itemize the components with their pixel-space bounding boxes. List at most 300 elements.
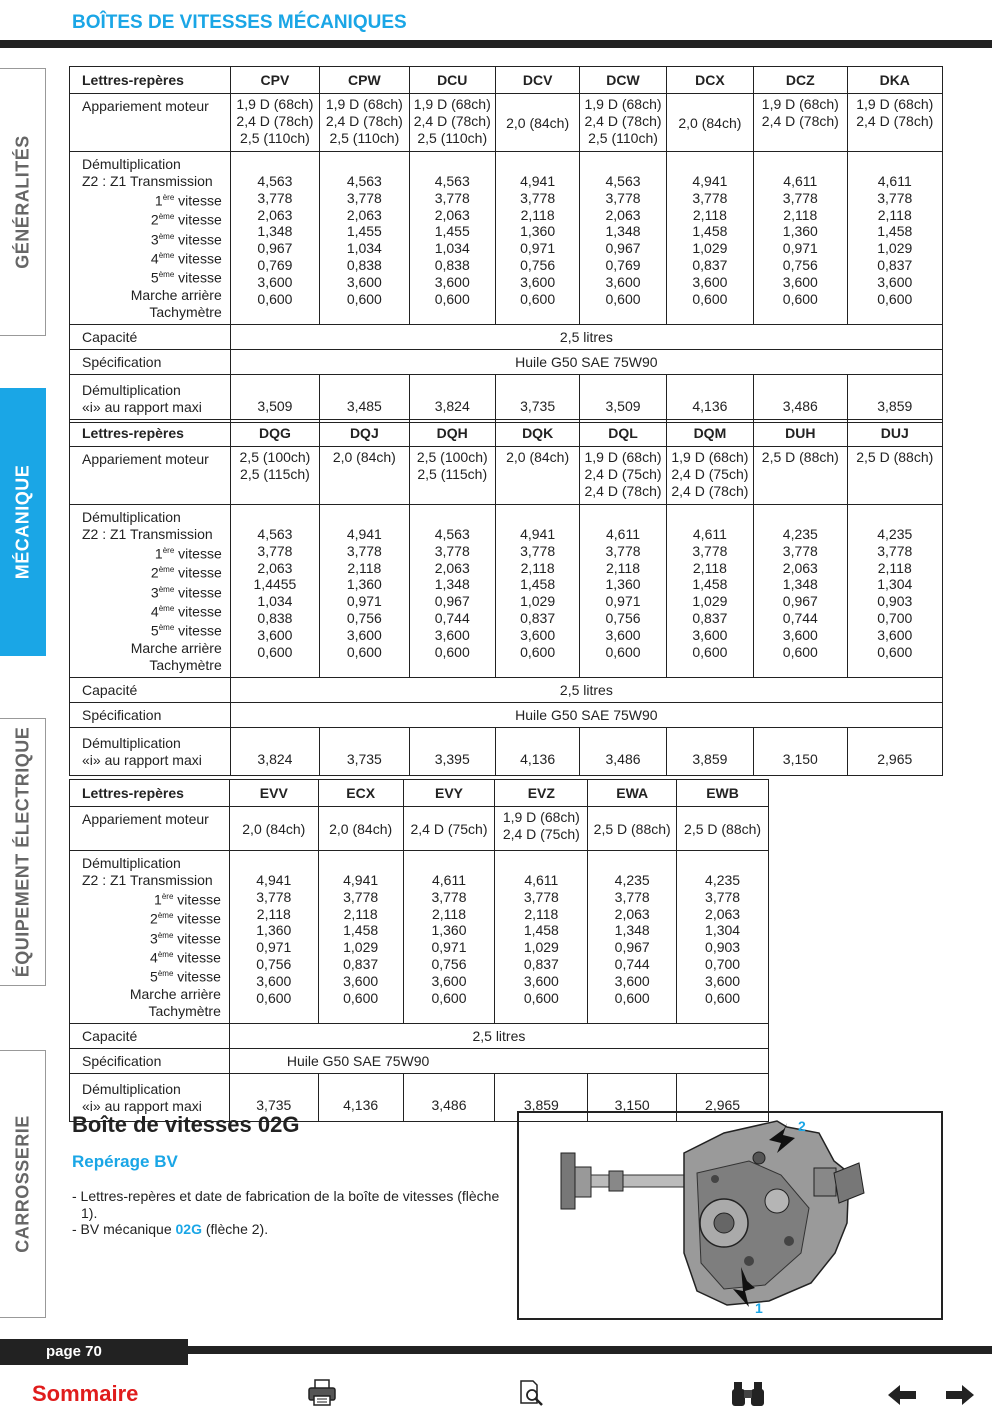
ratio-cell (495, 505, 579, 678)
engine-row-label (70, 94, 231, 152)
ratio-value: 3,600 (523, 972, 559, 989)
ratio-cell (666, 505, 753, 678)
side-tab-label: CARROSSERIE (12, 1115, 32, 1253)
gear-sup: ère (162, 192, 175, 202)
engine-cell (230, 94, 319, 152)
ratio-value: 3,778 (520, 542, 556, 559)
ratio-value: 0,600 (523, 989, 559, 1006)
ratio-value: 1,455 (434, 223, 470, 240)
engine-line: 1,9 D (68ch) (413, 96, 491, 112)
gearbox-code-cell: ECX (318, 780, 403, 807)
ratio-value: 1,458 (692, 576, 728, 593)
engine-line: 2,5 (115ch) (417, 465, 488, 482)
engine-line: 2,0 (84ch) (332, 449, 396, 465)
gear-label (82, 947, 221, 966)
side-tab-label: GÉNÉRALITÉS (12, 135, 32, 269)
engine-line: 2,5 (100ch) (239, 449, 311, 465)
gearbox-code-cell: DQJ (320, 420, 409, 447)
ratio-value: 3,600 (782, 273, 818, 290)
ratio-value: 3,778 (705, 888, 741, 905)
engine-line: 1,9 D (68ch) (236, 96, 314, 112)
ratio-cell (409, 152, 495, 325)
max-ratio-value: 3,735 (495, 375, 579, 423)
gear-label (82, 986, 221, 1003)
ratio-cell (318, 851, 403, 1024)
gear-text: vitesse (174, 270, 222, 287)
capacity-label: Capacité (70, 325, 231, 350)
ratio-value: 2,118 (783, 206, 818, 223)
label-text: «i» au rapport maxi (82, 398, 202, 415)
ratio-value: 3,600 (434, 273, 470, 290)
engine-cell (754, 94, 847, 152)
side-tab-carrosserie[interactable] (0, 1050, 46, 1318)
capacity-value: 2,5 litres (230, 678, 942, 703)
ratio-value: 3,600 (692, 626, 728, 643)
max-ratio-value: 3,859 (847, 375, 942, 423)
gear-num: 3 (150, 584, 159, 601)
ratio-value: 0,744 (782, 609, 818, 626)
ratio-value: 0,600 (520, 643, 556, 660)
engine-line: 2,4 D (75ch) (584, 465, 662, 482)
ratio-value: 3,600 (520, 273, 556, 290)
ratio-value: 3,600 (257, 626, 293, 643)
ratio-value: 3,600 (782, 626, 818, 643)
ratio-cell (580, 505, 666, 678)
ratio-value: 1,360 (431, 922, 467, 939)
gear-sup: ère (161, 891, 174, 901)
ratio-value: 0,756 (256, 955, 292, 972)
ratio-value: 0,756 (431, 955, 467, 972)
engine-line: 2,4 D (78ch) (325, 112, 403, 129)
ratio-label-block (70, 152, 230, 324)
engine-line: 1,9 D (68ch) (856, 96, 934, 112)
ratio-value: 3,778 (343, 888, 379, 905)
gear-num: Tachymètre (148, 1002, 221, 1019)
specification-label: Spécification (70, 703, 231, 728)
ratio-value: 1,029 (692, 593, 728, 610)
ratio-cell (229, 851, 318, 1024)
gearbox-code-cell: DQM (666, 420, 753, 447)
label-text: Appariement moteur (82, 811, 209, 827)
label-text: Démultiplication (82, 1080, 181, 1097)
engine-cell (677, 807, 769, 851)
engine-cell (847, 447, 942, 505)
max-ratio-value: 4,136 (666, 375, 753, 423)
engine-line: 2,4 D (78ch) (584, 112, 662, 129)
ratio-value: 1,458 (520, 576, 556, 593)
ratio-cell (588, 851, 677, 1024)
max-ratio-value: 2,965 (677, 1074, 769, 1122)
ratio-value: 3,778 (346, 542, 382, 559)
ratio-value: 0,756 (520, 256, 556, 273)
gear-text: vitesse (174, 623, 222, 640)
ratio-value: 2,118 (347, 559, 382, 576)
ratio-value: 4,611 (783, 173, 818, 189)
gearbox-code-cell: DQK (495, 420, 579, 447)
gear-sup: ème (158, 565, 175, 575)
ratio-value: 0,967 (257, 240, 293, 257)
gear-num: 2 (150, 564, 159, 581)
specification-value: Huile G50 SAE 75W90 (230, 350, 942, 375)
gear-text: vitesse (173, 949, 221, 966)
ratio-cell (495, 152, 579, 325)
label-text: Appariement moteur (82, 451, 209, 467)
max-ratio-value: 3,150 (754, 728, 847, 776)
engine-line: 2,4 D (75ch) (410, 821, 488, 838)
gear-label (82, 248, 222, 267)
ratio-value: 0,838 (434, 256, 470, 273)
ratio-value: 0,967 (782, 593, 818, 610)
capacity-row (70, 678, 943, 703)
ratio-value: 1,455 (346, 223, 382, 240)
ratio-row-label (70, 152, 231, 325)
engine-line: 2,4 D (78ch) (413, 112, 491, 129)
max-ratio-value: 3,395 (409, 728, 495, 776)
engine-cell (320, 447, 409, 505)
gear-num: 3 (150, 231, 159, 248)
engine-line: 2,0 (84ch) (506, 115, 570, 132)
ratio-value: 3,600 (343, 972, 379, 989)
engine-line: 2,5 D (88ch) (856, 449, 934, 465)
ratio-value: 1,304 (705, 922, 741, 939)
gear-num: 2 (150, 211, 159, 228)
engine-line: 2,4 D (78ch) (856, 112, 934, 129)
header-label: Lettres-repères (70, 420, 231, 447)
header-row (70, 420, 943, 447)
header-label: Lettres-repères (70, 780, 230, 807)
max-ratio-value: 3,859 (495, 1074, 588, 1122)
ratio-value: 0,967 (434, 593, 470, 610)
ratio-value: 1,458 (692, 223, 728, 240)
gearbox-code-cell: EWB (677, 780, 769, 807)
ratio-value: 1,029 (523, 939, 559, 956)
binoculars-icon[interactable] (730, 1378, 766, 1408)
ratio-value: 3,600 (346, 626, 382, 643)
callout-2: 2 (798, 1118, 806, 1134)
ratio-value: 2,063 (257, 206, 293, 223)
gearbox-code-cell: EVV (229, 780, 318, 807)
ratio-value: 2,118 (520, 206, 555, 223)
bullet-text: - BV mécanique (72, 1221, 176, 1237)
ratio-value: 4,941 (692, 173, 728, 189)
ratio-value: 1,034 (346, 240, 382, 257)
capacity-value: 2,5 litres (229, 1024, 768, 1049)
ratio-value: 0,600 (346, 643, 382, 660)
ratio-value: 1,458 (343, 922, 379, 939)
ratio-row (70, 152, 943, 325)
max-ratio-value: 3,150 (588, 1074, 677, 1122)
ratio-value: 0,837 (877, 256, 913, 273)
header-bar (0, 40, 992, 48)
engine-cell (495, 447, 579, 505)
ratio-value: 3,600 (257, 273, 293, 290)
ratio-value: 2,063 (782, 559, 818, 576)
ratio-value: 0,971 (256, 939, 292, 956)
ratio-value: 2,118 (520, 559, 555, 576)
side-tab-label: ÉQUIPEMENT ÉLECTRIQUE (12, 726, 32, 978)
ratio-value: 3,778 (346, 189, 382, 206)
ratio-value: 1,348 (257, 223, 293, 240)
ratio-value: 4,941 (520, 526, 556, 542)
gearbox-illustration (519, 1113, 941, 1318)
ratio-value: 4,611 (692, 526, 727, 542)
engine-row (70, 94, 943, 152)
gear-text: vitesse (173, 969, 221, 986)
gearbox-code-cell: DQL (580, 420, 666, 447)
gearbox-code-cell: DKA (847, 67, 942, 94)
gear-label (82, 966, 221, 985)
ratio-cell (230, 505, 319, 678)
ratio-value: 3,600 (614, 972, 650, 989)
gear-num: Tachymètre (149, 656, 222, 673)
ratio-value: 0,700 (877, 609, 913, 626)
ratio-value: 4,563 (434, 173, 470, 189)
ratio-value: 4,235 (705, 872, 741, 888)
max-ratio-value: 3,486 (580, 728, 666, 776)
ratio-value: 1,360 (782, 223, 818, 240)
ratio-value: 3,600 (434, 626, 470, 643)
label-text: Démultiplication (82, 156, 181, 172)
engine-cell (847, 94, 942, 152)
engine-cell (754, 447, 847, 505)
max-ratio-label (70, 728, 231, 776)
ratio-value: 0,600 (782, 290, 818, 307)
gear-num: 4 (150, 250, 159, 267)
gear-text: vitesse (174, 250, 222, 267)
ratio-value: 3,778 (782, 189, 818, 206)
engine-line: 2,4 D (75ch) (671, 465, 749, 482)
ratio-value: 0,838 (346, 256, 382, 273)
gear-text: vitesse (174, 231, 222, 248)
gearbox-photo (517, 1111, 943, 1320)
side-tab-generalites[interactable] (0, 68, 46, 336)
engine-cell (666, 447, 753, 505)
engine-line: 2,4 D (78ch) (761, 112, 839, 129)
specification-label: Spécification (70, 1049, 230, 1074)
ratio-cell (320, 505, 409, 678)
gear-sup: ème (158, 270, 175, 280)
specification-row (70, 1049, 769, 1074)
engine-cell (409, 94, 495, 152)
gear-sup: ème (158, 250, 175, 260)
ratio-value: 3,600 (877, 626, 913, 643)
max-ratio-value: 3,735 (229, 1074, 318, 1122)
capacity-value: 2,5 litres (230, 325, 942, 350)
ratio-row (70, 851, 769, 1024)
gear-text: vitesse (174, 564, 222, 581)
gear-label (82, 601, 222, 620)
ratio-value: 2,063 (346, 206, 382, 223)
ratio-value: 3,778 (257, 542, 293, 559)
gearbox-code: 02G (175, 1221, 202, 1237)
ratio-cell (754, 505, 847, 678)
ratio-cell (677, 851, 769, 1024)
ratio-value: 0,769 (257, 256, 293, 273)
engine-line: 2,5 D (88ch) (761, 449, 839, 465)
ratio-value: 2,118 (877, 206, 912, 223)
engine-line: 1,9 D (68ch) (671, 449, 749, 465)
ratio-cell (847, 152, 942, 325)
label-text: «i» au rapport maxi (82, 1097, 202, 1114)
gearbox-code-cell: CPV (230, 67, 319, 94)
ratio-value: 0,600 (605, 643, 641, 660)
engine-line: 2,5 (115ch) (240, 465, 310, 482)
side-tab-equipement-electrique[interactable] (0, 718, 46, 986)
ratio-value: 0,600 (877, 290, 913, 307)
ratio-value: 2,118 (606, 559, 640, 576)
gear-text: vitesse (174, 211, 222, 228)
engine-cell (666, 94, 753, 152)
ratio-value: 0,600 (782, 643, 818, 660)
ratio-cell (754, 152, 847, 325)
ratio-value: 2,118 (692, 206, 727, 223)
engine-cell (580, 447, 666, 505)
gear-label (82, 928, 221, 947)
page-number: page 70 (0, 1339, 188, 1365)
engine-cell (409, 447, 495, 505)
engine-row-label (70, 807, 230, 851)
ratio-row-label (70, 505, 231, 678)
side-tab-mecanique[interactable] (0, 388, 46, 656)
ratio-value: 2,063 (434, 206, 470, 223)
engine-cell (318, 807, 403, 851)
ratio-value: 1,348 (782, 576, 818, 593)
ratio-value: 1,029 (520, 593, 556, 610)
ratio-value: 1,458 (523, 922, 559, 939)
engine-cell (495, 807, 588, 851)
printer-icon[interactable] (306, 1378, 338, 1408)
gear-sup: ème (158, 231, 175, 241)
engine-line: 2,5 D (88ch) (684, 821, 762, 838)
gear-num: Marche arrière (130, 286, 222, 303)
max-ratio-value: 3,824 (409, 375, 495, 423)
section-title: Boîte de vitesses 02G (72, 1112, 300, 1137)
engine-line: 2,0 (84ch) (329, 821, 393, 838)
ratio-value: 3,778 (605, 542, 641, 559)
gearbox-code-cell: DCV (495, 67, 579, 94)
ratio-value: 4,563 (257, 173, 293, 189)
gear-num: 1 (154, 891, 162, 908)
max-ratio-row (70, 375, 943, 423)
engine-line: 1,9 D (68ch) (325, 96, 403, 112)
gear-sup: ème (157, 969, 174, 979)
ratio-value: 3,600 (692, 273, 728, 290)
ratio-value: 0,837 (520, 609, 556, 626)
engine-line: 1,9 D (68ch) (584, 449, 662, 465)
ratio-value: 3,778 (257, 189, 293, 206)
ratio-value: 0,600 (692, 643, 728, 660)
label-text: Démultiplication (82, 855, 181, 871)
ratio-value: 2,118 (343, 905, 378, 922)
max-ratio-value: 3,486 (754, 375, 847, 423)
arrow-right-icon[interactable] (944, 1383, 976, 1407)
ratio-value: 0,600 (520, 290, 556, 307)
ratio-value: 0,600 (434, 643, 470, 660)
ratio-cell (320, 152, 409, 325)
ratio-value: 4,235 (877, 526, 913, 542)
ratio-cell (666, 152, 753, 325)
engine-line: 2,5 (110ch) (329, 129, 400, 146)
engine-line: 2,4 D (78ch) (584, 482, 662, 499)
ratio-row (70, 505, 943, 678)
ratio-value: 0,600 (257, 643, 293, 660)
engine-line: 2,5 (110ch) (240, 129, 310, 146)
ratio-value: 0,837 (692, 256, 728, 273)
engine-line: 2,5 (100ch) (416, 449, 488, 465)
ratio-value: 0,744 (614, 955, 650, 972)
gear-label (82, 287, 222, 304)
ratio-value: 0,600 (256, 989, 292, 1006)
ratio-value: 0,837 (343, 955, 379, 972)
ratio-value: 4,611 (606, 526, 640, 542)
page-title: BOÎTES DE VITESSES MÉCANIQUES (72, 12, 407, 33)
ratio-cell (495, 851, 588, 1024)
ratio-cell (847, 505, 942, 678)
engine-cell (580, 94, 666, 152)
gear-text: vitesse (173, 891, 221, 908)
specification-value: Huile G50 SAE 75W90 (229, 1049, 768, 1074)
ratio-value: 3,778 (434, 542, 470, 559)
engine-cell (229, 807, 318, 851)
sommaire-link[interactable]: Sommaire (32, 1381, 139, 1406)
gear-num: Tachymètre (149, 303, 222, 320)
gearbox-code-cell: DCZ (754, 67, 847, 94)
engine-row-label (70, 447, 231, 505)
bullet-item: - Lettres-repères et date de fabrication de la boîte de vitesses (flèche 1). (72, 1188, 500, 1221)
label-text: Démultiplication (82, 509, 181, 525)
gear-label (82, 209, 222, 228)
max-ratio-value: 3,859 (666, 728, 753, 776)
max-ratio-value: 3,509 (230, 375, 319, 423)
ratio-value: 4,941 (256, 872, 292, 888)
ratio-value: 2,118 (256, 905, 291, 922)
ratio-value: 2,063 (705, 905, 741, 922)
ratio-value: 1,304 (877, 576, 913, 593)
gearbox-code-cell: EVZ (495, 780, 588, 807)
label-text: Démultiplication (82, 734, 181, 751)
max-ratio-label (70, 375, 231, 423)
ratio-value: 0,903 (877, 593, 913, 610)
specification-row (70, 703, 943, 728)
engine-row (70, 807, 769, 851)
ratio-cell (409, 505, 495, 678)
ratio-value: 3,600 (256, 972, 292, 989)
gear-num: Marche arrière (130, 639, 222, 656)
engine-line: 2,0 (84ch) (242, 821, 306, 838)
gear-text: vitesse (174, 584, 222, 601)
gear-label (82, 908, 221, 927)
gearbox-code-cell: EWA (588, 780, 677, 807)
engine-cell (320, 94, 409, 152)
max-ratio-value: 3,486 (403, 1074, 495, 1122)
ratio-value: 3,778 (692, 189, 728, 206)
ratio-value: 2,063 (434, 559, 470, 576)
ratio-value: 3,778 (605, 189, 641, 206)
engine-cell (588, 807, 677, 851)
search-document-icon[interactable] (518, 1378, 546, 1408)
ratio-value: 3,600 (705, 972, 741, 989)
ratio-value: 3,600 (346, 273, 382, 290)
gear-num: 4 (150, 949, 158, 966)
ratio-value: 0,837 (523, 955, 559, 972)
capacity-row (70, 325, 943, 350)
arrow-left-icon[interactable] (886, 1383, 918, 1407)
gear-label (82, 657, 222, 674)
ratio-cell (403, 851, 495, 1024)
gear-sup: ème (158, 212, 175, 222)
gearbox-code-cell: EVY (403, 780, 495, 807)
max-ratio-value: 3,485 (320, 375, 409, 423)
